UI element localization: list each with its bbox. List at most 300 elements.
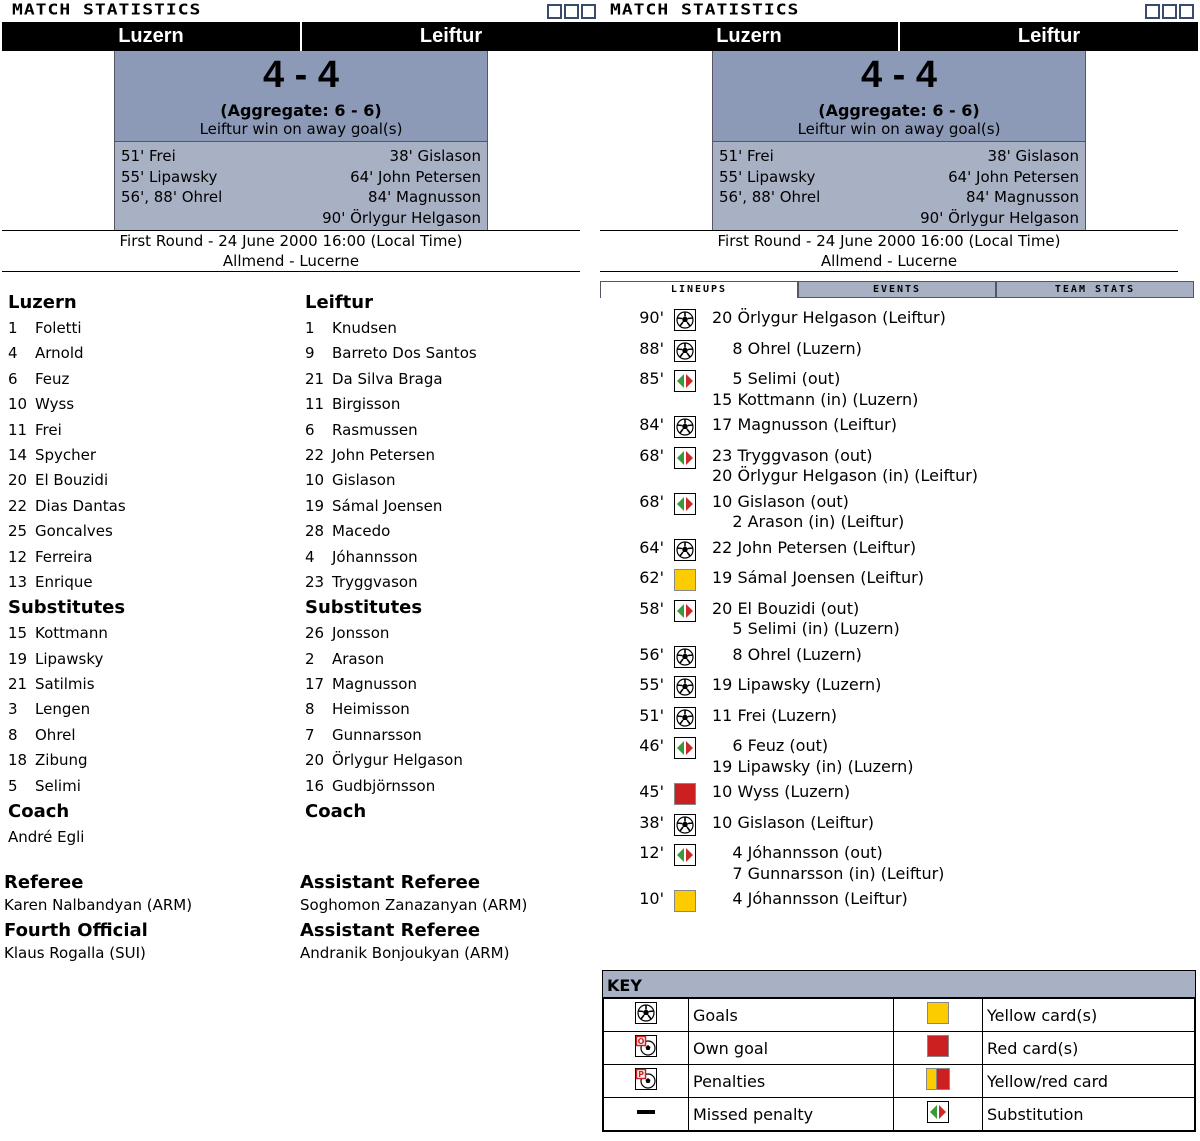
player-row [305, 519, 595, 544]
panel-title: MATCH STATISTICS [12, 1, 202, 19]
event-icon-wrap [674, 707, 696, 729]
away-lineup [305, 290, 595, 825]
panel-title: MATCH STATISTICS [610, 1, 800, 19]
round-info: First Round - 24 June 2000 16:00 (Local Time) [119, 232, 463, 250]
player-row [8, 748, 298, 773]
player-row [305, 367, 595, 392]
player-number: 14 [8, 445, 28, 464]
official-role: Referee [4, 872, 84, 893]
yellow-card-icon [674, 569, 696, 595]
player-number: 6 [305, 420, 315, 439]
player-name: Macedo [332, 522, 391, 541]
fourth-official-block [4, 920, 304, 964]
key-icon-cell [604, 1098, 689, 1131]
final-score: 4 - 4 [262, 54, 340, 96]
team-header [2, 22, 600, 51]
goal-icon [674, 676, 696, 702]
scorebox [114, 51, 488, 230]
substitution-icon [927, 1101, 949, 1127]
home-scorer: 55' Lipawsky [121, 167, 218, 186]
player-number: 16 [305, 776, 325, 795]
player-number: 20 [305, 751, 325, 770]
away-scorer: 84' Magnusson [966, 188, 1079, 206]
missed-penalty-icon [635, 1101, 657, 1127]
player-number: 11 [8, 420, 28, 439]
player-row [305, 418, 595, 443]
player-number: 10 [305, 471, 325, 490]
event-line: 20 Örlygur Helgason (Leiftur) [712, 308, 946, 327]
player-row [8, 647, 298, 672]
player-name: Gudbjörnsson [332, 776, 436, 795]
event-icon-wrap [674, 340, 696, 362]
player-name: Ohrel [35, 725, 76, 744]
event-minute: 55' [639, 675, 664, 694]
player-row [8, 621, 298, 646]
key-label: Red card(s) [983, 1032, 1195, 1065]
player-name: Heimisson [332, 700, 410, 719]
player-row [8, 570, 298, 595]
event-line: 6 Feuz (out) [712, 736, 829, 755]
player-number: 11 [305, 395, 325, 414]
goal-icon [674, 340, 696, 366]
player-name: Rasmussen [332, 420, 418, 439]
event-icon-wrap [674, 890, 696, 912]
event-icon-wrap [674, 676, 696, 698]
key-icon-cell [894, 1098, 983, 1131]
event-minute: 12' [639, 843, 664, 862]
goal-icon [674, 814, 696, 840]
event-icon-wrap [674, 783, 696, 805]
key-label: Substitution [983, 1098, 1195, 1131]
away-team-name: Leiftur [1017, 25, 1081, 47]
event-line: 10 Gislason (out) [712, 491, 849, 511]
event-line: 22 John Petersen (Leiftur) [712, 537, 917, 557]
window-buttons [547, 4, 596, 19]
key-label: Goals [689, 999, 894, 1032]
key-icon-cell [894, 999, 983, 1032]
player-row [8, 697, 298, 722]
player-number: 19 [305, 496, 325, 515]
player-number: 13 [8, 572, 28, 591]
yellow-red-card-icon [926, 1068, 950, 1094]
away-scorer: 64' John Petersen [350, 167, 481, 186]
home-team-name: Luzern [2, 22, 302, 51]
tab-events[interactable]: EVENTS [798, 281, 996, 298]
event-text [712, 538, 916, 559]
event-text [712, 813, 874, 834]
player-name: Arnold [35, 344, 84, 363]
player-row [305, 697, 595, 722]
event-icon-wrap [674, 646, 696, 668]
home-scorers [719, 146, 820, 228]
player-name: Arason [332, 649, 385, 668]
event-line: 4 Jóhannsson (Leiftur) [712, 889, 908, 908]
event-minute: 56' [639, 644, 664, 664]
player-name: Goncalves [35, 522, 113, 541]
event-line: 23 Tryggvason (out) [712, 445, 873, 465]
home-scorer: 51' Frei [719, 147, 774, 165]
away-scorer: 90' Örlygur Helgason [920, 208, 1079, 227]
key-label: Missed penalty [689, 1098, 894, 1131]
player-name: Knudsen [332, 319, 397, 337]
minimize-icon[interactable] [1145, 4, 1160, 19]
event-minute: 45' [639, 782, 664, 801]
official-role: Fourth Official [4, 920, 148, 941]
away-scorer: 38' Gislason [389, 147, 481, 165]
player-row [305, 570, 595, 595]
tab-bar [600, 281, 1194, 298]
home-scorer: 51' Frei [121, 147, 176, 165]
away-scorer: 84' Magnusson [368, 188, 481, 206]
player-number: 22 [8, 496, 28, 515]
event-text [712, 782, 850, 803]
event-line: 19 Lipawsky (in) (Luzern) [712, 756, 914, 776]
player-number: 8 [305, 700, 315, 719]
round-info: First Round - 24 June 2000 16:00 (Local Time) [717, 232, 1061, 250]
event-text [712, 843, 944, 884]
aggregate-score: (Aggregate: 6 - 6) [220, 101, 382, 120]
player-name: Jonsson [332, 624, 390, 643]
event-line: 11 Frei (Luzern) [712, 705, 838, 725]
away-scorers [920, 146, 1079, 228]
event-text [712, 599, 900, 640]
player-row [305, 341, 595, 366]
player-number: 28 [305, 522, 325, 541]
player-name: Birgisson [332, 395, 401, 414]
event-minute: 88' [639, 338, 664, 358]
close-icon[interactable] [1179, 4, 1194, 19]
coach-name: André Egli [8, 828, 85, 847]
assistant-referee-block [300, 872, 600, 916]
minimize-icon[interactable] [547, 4, 562, 19]
player-number: 20 [8, 471, 28, 490]
team-heading: Leiftur [305, 292, 373, 313]
player-name: Dias Dantas [35, 496, 126, 515]
event-line: 20 Örlygur Helgason (in) (Leiftur) [712, 466, 979, 485]
red-card-icon [674, 783, 696, 809]
event-line: 8 Ohrel (Luzern) [712, 338, 862, 358]
player-row [305, 443, 595, 468]
own-goal-icon [635, 1035, 657, 1061]
svg-text:O: O [637, 1037, 645, 1046]
away-scorer: 64' John Petersen [948, 167, 1079, 186]
player-name: Gislason [332, 471, 396, 490]
event-minute: 10' [639, 889, 664, 908]
player-name: Frei [35, 420, 62, 439]
player-name: Feuz [35, 369, 70, 388]
player-row [305, 468, 595, 493]
player-number: 21 [305, 369, 325, 388]
event-text [712, 415, 897, 436]
assistant-referee-block [300, 920, 600, 964]
player-row [305, 672, 595, 697]
event-line: 4 Jóhannsson (out) [712, 843, 883, 862]
maximize-icon[interactable] [564, 4, 579, 19]
player-number: 15 [8, 624, 28, 643]
player-row [8, 392, 298, 417]
event-line: 19 Lipawsky (Luzern) [712, 675, 882, 694]
player-row [305, 748, 595, 773]
goal-icon [674, 707, 696, 733]
key-icon-cell [894, 1065, 983, 1098]
player-row [305, 774, 595, 799]
scorers [713, 142, 1085, 230]
event-text [712, 645, 862, 666]
event-icon-wrap [674, 814, 696, 836]
player-number: 8 [8, 725, 18, 744]
player-number: 1 [8, 319, 18, 337]
event-line: 17 Magnusson (Leiftur) [712, 415, 897, 434]
goal-icon [674, 539, 696, 565]
right-panel [600, 0, 1198, 1141]
player-row [305, 392, 595, 417]
team-heading: Luzern [8, 292, 77, 313]
player-number: 21 [8, 675, 28, 694]
event-line: 10 Gislason (Leiftur) [712, 812, 874, 832]
match-info [600, 230, 1178, 272]
home-team-name: Luzern [600, 22, 900, 51]
event-minute: 62' [639, 568, 664, 587]
event-icon-wrap [674, 447, 696, 469]
away-scorer: 38' Gislason [987, 147, 1079, 165]
final-score: 4 - 4 [860, 54, 938, 96]
goal-icon [674, 309, 696, 335]
event-icon-wrap [674, 416, 696, 438]
event-line: 8 Ohrel (Luzern) [712, 644, 862, 664]
event-minute: 38' [639, 812, 664, 832]
player-number: 10 [8, 395, 28, 414]
player-row [8, 494, 298, 519]
player-number: 6 [8, 369, 18, 388]
player-row [305, 316, 595, 341]
official-role: Assistant Referee [300, 920, 481, 941]
event-text [712, 446, 978, 487]
penalty-icon [635, 1068, 657, 1094]
event-line: 20 El Bouzidi (out) [712, 598, 860, 618]
player-number: 23 [305, 572, 325, 591]
substitutes-heading: Substitutes [305, 597, 423, 619]
event-text [712, 339, 862, 360]
away-team-name: Leiftur [419, 25, 483, 47]
yellow-card-icon [674, 890, 696, 916]
player-name: Lipawsky [35, 649, 104, 668]
official-name: Klaus Rogalla (SUI) [4, 944, 146, 962]
player-name: El Bouzidi [35, 471, 109, 490]
substitution-icon [674, 447, 696, 473]
player-row [8, 316, 298, 341]
event-icon-wrap [674, 539, 696, 561]
away-scorer: 90' Örlygur Helgason [322, 208, 481, 227]
event-text [712, 492, 904, 533]
goal-icon [674, 416, 696, 442]
event-minute: 90' [639, 308, 664, 327]
player-name: Selimi [35, 776, 81, 795]
substitutes-heading: Substitutes [8, 597, 126, 619]
player-name: Lengen [35, 700, 91, 719]
player-number: 22 [305, 445, 325, 464]
player-row [305, 545, 595, 570]
key-row [604, 999, 1195, 1032]
player-number: 4 [305, 547, 315, 566]
venue: Allmend - Lucerne [222, 252, 360, 270]
player-number: 17 [305, 675, 325, 694]
key-icon-cell [604, 1065, 689, 1098]
event-minute: 85' [639, 369, 664, 388]
player-number: 19 [8, 649, 28, 668]
player-number: 12 [8, 547, 28, 566]
player-number: 25 [8, 522, 28, 541]
tab-lineups[interactable]: LINEUPS [600, 281, 798, 298]
event-icon-wrap [674, 569, 696, 591]
coach-heading: Coach [305, 801, 367, 823]
player-name: Örlygur Helgason [332, 751, 463, 770]
player-name: Foletti [35, 319, 82, 337]
event-icon-wrap [674, 844, 696, 866]
home-scorer: 56', 88' Ohrel [719, 188, 821, 206]
scorers [115, 142, 487, 230]
player-name: Gunnarsson [332, 725, 422, 744]
player-row [8, 367, 298, 392]
event-text [712, 308, 946, 329]
player-number: 1 [305, 319, 315, 337]
left-panel [2, 0, 600, 1141]
official-name: Andranik Bonjoukyan (ARM) [300, 944, 510, 962]
player-name: John Petersen [332, 445, 435, 464]
key-label: Yellow card(s) [983, 999, 1195, 1032]
player-number: 5 [8, 776, 18, 795]
player-row [8, 468, 298, 493]
event-line: 19 Sámal Joensen (Leiftur) [712, 568, 924, 587]
player-name: Ferreira [35, 547, 93, 566]
player-row [8, 545, 298, 570]
key-legend [602, 970, 1196, 1132]
close-icon[interactable] [581, 4, 596, 19]
player-row [305, 647, 595, 672]
event-line: 15 Kottmann (in) (Luzern) [712, 389, 919, 409]
key-row [604, 1065, 1195, 1098]
event-line: 7 Gunnarsson (in) (Leiftur) [712, 863, 945, 883]
event-minute: 46' [639, 736, 664, 755]
event-minute: 64' [639, 537, 664, 557]
maximize-icon[interactable] [1162, 4, 1177, 19]
event-minute: 51' [639, 705, 664, 725]
substitution-icon [674, 370, 696, 396]
coach-heading: Coach [8, 801, 70, 823]
player-row [8, 443, 298, 468]
player-name: Sámal Joensen [332, 496, 443, 515]
key-label: Penalties [689, 1065, 894, 1098]
player-name: Spycher [35, 445, 97, 464]
key-table [603, 998, 1195, 1131]
team-header [600, 22, 1198, 51]
player-number: 26 [305, 624, 325, 643]
player-name: Barreto Dos Santos [332, 344, 477, 363]
player-number: 18 [8, 751, 28, 770]
player-row [8, 774, 298, 799]
tab-team-stats[interactable]: TEAM STATS [996, 281, 1194, 298]
player-row [8, 341, 298, 366]
score-summary [115, 51, 487, 142]
event-line: 2 Arason (in) (Leiftur) [712, 512, 905, 531]
official-name: Soghomon Zanazanyan (ARM) [300, 896, 528, 914]
event-minute: 58' [639, 598, 664, 618]
player-number: 7 [305, 725, 315, 744]
event-icon-wrap [674, 600, 696, 622]
player-row [305, 621, 595, 646]
key-label: Yellow/red card [983, 1065, 1195, 1098]
player-name: Wyss [35, 395, 75, 414]
goal-icon [635, 1002, 657, 1028]
event-line: 10 Wyss (Luzern) [712, 782, 851, 801]
player-row [8, 519, 298, 544]
substitution-icon [674, 844, 696, 870]
player-name: Satilmis [35, 675, 95, 694]
player-row [305, 494, 595, 519]
event-text [712, 568, 924, 589]
event-minute: 68' [639, 491, 664, 511]
score-summary [713, 51, 1085, 142]
event-text [712, 675, 881, 696]
player-row [8, 672, 298, 697]
result-note: Leiftur win on away goal(s) [199, 120, 403, 138]
event-minute: 84' [639, 415, 664, 434]
player-row [8, 723, 298, 748]
referee-block [4, 872, 304, 916]
away-scorers [322, 146, 481, 228]
player-row [8, 418, 298, 443]
player-number: 3 [8, 700, 18, 719]
home-scorers [121, 146, 222, 228]
player-name: Magnusson [332, 675, 417, 694]
official-role: Assistant Referee [300, 872, 481, 893]
substitution-icon [674, 737, 696, 763]
red-card-icon [927, 1035, 949, 1061]
home-lineup [8, 290, 298, 850]
event-minute: 68' [639, 445, 664, 465]
player-name: Tryggvason [332, 572, 418, 591]
player-number: 4 [8, 344, 18, 363]
panel-header [600, 0, 1198, 22]
scorebox [712, 51, 1086, 230]
player-name: Da Silva Braga [332, 369, 443, 388]
key-title: KEY [603, 971, 1195, 998]
key-row [604, 1098, 1195, 1131]
event-icon-wrap [674, 370, 696, 392]
event-icon-wrap [674, 737, 696, 759]
svg-text:P: P [638, 1070, 644, 1079]
player-name: Jóhannsson [332, 547, 418, 566]
event-icon-wrap [674, 309, 696, 331]
match-info [2, 230, 580, 272]
player-name: Zibung [35, 751, 88, 770]
key-icon-cell [604, 999, 689, 1032]
event-line: 5 Selimi (out) [712, 369, 841, 388]
goal-icon [674, 646, 696, 672]
event-text [712, 889, 908, 910]
event-text [712, 369, 918, 410]
event-line: 5 Selimi (in) (Luzern) [712, 619, 900, 638]
official-name: Karen Nalbandyan (ARM) [4, 896, 193, 914]
player-name: Kottmann [35, 624, 108, 643]
result-note: Leiftur win on away goal(s) [797, 120, 1001, 138]
event-icon-wrap [674, 493, 696, 515]
key-label: Own goal [689, 1032, 894, 1065]
player-row [305, 723, 595, 748]
yellow-card-icon [927, 1002, 949, 1028]
window-buttons [1145, 4, 1194, 19]
panel-header [2, 0, 600, 22]
key-icon-cell [894, 1032, 983, 1065]
